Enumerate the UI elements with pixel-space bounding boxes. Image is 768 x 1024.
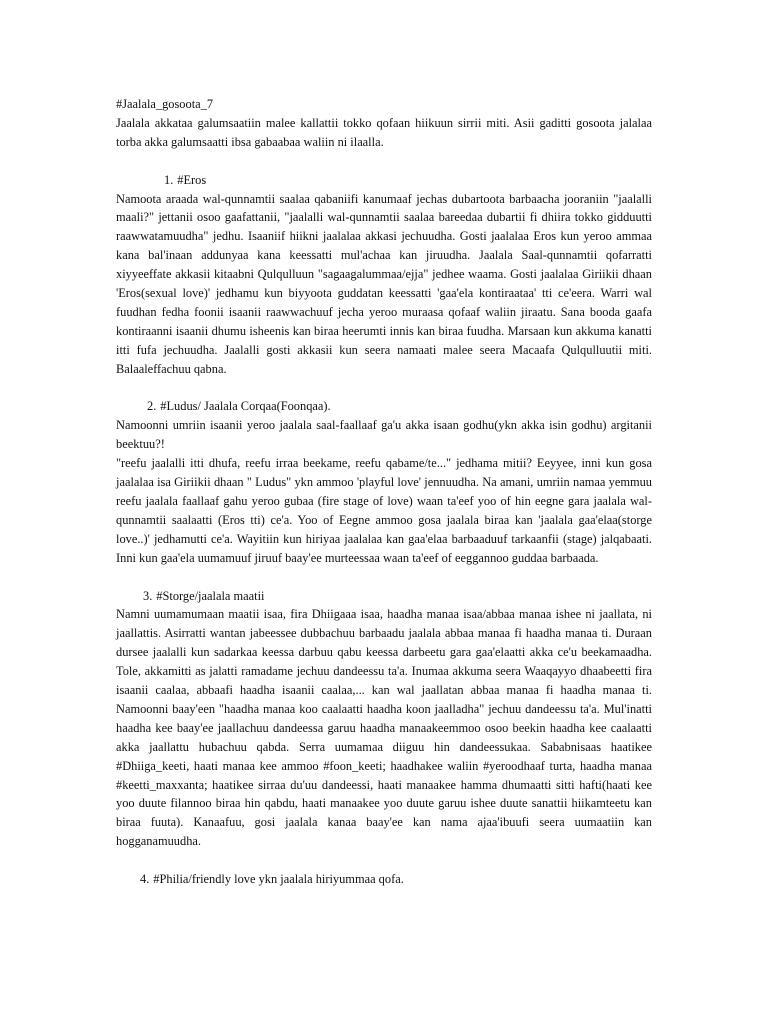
document-hashtag: #Jaalala_gosoota_7 <box>116 97 214 111</box>
section-number: 2. <box>147 399 157 414</box>
section-paragraph: Namoonni umriin isaanii yeroo jaalala saal-faallaaf ga'u akka isaan godhu(ykn akka isin godhu) argitanii beektuu?! <box>116 418 652 452</box>
section-heading <box>116 397 652 416</box>
section-storge <box>116 587 652 852</box>
section-heading <box>116 587 652 606</box>
section-number: 1. <box>164 172 174 187</box>
section-paragraph: Namni uumamumaan maatii isaa, fira Dhiigaaa isaa, haadha manaa isaa/abbaa manaa ishee ni jaallata, ni jaallattis. Asirratti wantan jabeessee dubbachuu barbaadu jaalala abbaa manaa fi haadha manaa ti. Duraan dursee jaalalli kun sadarkaa keessa darbuu qabu keessa darbeetu gara gaa'elaatti akka ce'u beekamaadha. Tole, akkamitti as jalatti ramadame jechuu dandeessu ta'a. Inumaa akkuma seera Waaqayyo dhaabeetti fira isaanii caalaa, abbaafi haadha isaanii caalaa,... kan wal jaallatan abbaa manaa fi haadha manaa ti. Namoonni baay'een "haadha manaa koo caalaatti haadha koon jaalladha" jechuu dandeessu ta'a. Mul'inatti haadha kee baay'ee jaallachuu dandeessa garuu haadha manaakeemmoo osoo beekin haadha kee caalaatti akka jaallattu hubachuu qabda. Serra uumamaa diiguu hin dandeessukaa. Sababnisaas haatikee #Dhiiga_keeti, haati manaa kee ammoo #foon_keeti; haadhakee waliin #yeroodhaaf turta, haadha manaa #keetti_maxxanta; haatikee sirraa du'uu dandeessi, haati manaakee hamma dhumaatti sitti hafti(haati kee yoo duute filannoo biraa hin qabdu, haati manaakee yoo duute garuu ishee duute sanattii hiikamteetu kan biraa fuuta). Kanaafuu, gosi jaalala kanaa baay'ee kan nama ajaa'ibuufi seera uumaatiin kan hogganamuudha. <box>116 607 652 849</box>
section-paragraph: "reefu jaalalli itti dhufa, reefu irraa beekame, reefu qabame/te..." jedhama mitii? Eeyyee, inni kun gosa jaalalaa isa Giriikii dhaan " Ludus" ykn ammoo 'playful love' jennuudha. Na amani, umriin namaa yemmuu reefu jaalala faallaaf gahu yeroo gubaa (fire stage of love) waan ta'eef yoo of hin eegne gara jaalala wal-qunnamtii saalaatti (Eros tti) ce'a. Yoo of Eegne ammoo gosa jaalala biraa kan 'jaalala gaa'elaa(storge love..)' jedhamutti ce'a. Wayitiin kun hiriyaa jaalalaa kan gaa'elaa barbaaduuf tarkaanfii (stage) jalqabaati. Inni kun gaa'ela uumamuuf jiruuf baay'ee murteessaa waan ta'eef of eeggannoo guddaa barbaada. <box>116 456 652 565</box>
section-ludus <box>116 397 652 567</box>
section-title: #Ludus/ Jaalala Corqaa(Foonqaa). <box>160 399 331 414</box>
section-title: #Storge/jaalala maatii <box>156 588 265 603</box>
section-number: 4. <box>140 872 150 887</box>
section-title: #Philia/friendly love ykn jaalala hiriyummaa qofa. <box>153 872 404 887</box>
section-number: 3. <box>143 588 153 603</box>
section-title: #Eros <box>177 172 207 187</box>
section-eros <box>116 171 652 379</box>
section-heading <box>116 171 652 190</box>
section-philia <box>116 870 652 889</box>
document-page <box>116 95 652 889</box>
section-heading <box>116 870 652 889</box>
intro-paragraph: Jaalala akkataa galumsaatiin malee kallattii tokko qofaan hiikuun sirrii miti. Asii gaditti gosoota jalalaa torba akka galumsaatti ibsa gabaabaa waliin ni ilaalla. <box>116 115 652 149</box>
section-paragraph: Namoota araada wal-qunnamtii saalaa qabaniifi kanumaaf jechas dubartoota barbaacha jooraniin "jaalalli maali?" jettanii osoo gaafattanii, "jaalalli wal-qunnamtii saalaa bareedaa dubartii fi dhiira tokko gidduutti raawwatamuudha" jedhu. Isaaniif hiikni jaalalaa akkasi jechuudha. Gosti jaalalaa Eros kun yeroo ammaa kana bal'inaan addunyaa kana keessatti mul'achaa kan jiruudha. Jaalala Saal-qunnamtii qofarratti xiyyeeffate akkasii kitaabni Qulqulluun "sagaagalummaa/ejja" jedhee waama. Gosti jaalalaa Giriikii dhaan 'Eros(sexual love)' jedhamu kun biyyoota guddatan keessatti 'gaa'ela kontiraataa' tti ce'eera. Warri wal fuudhan fedha foonii isaanii raawwachuuf jecha yeroo muraasa qofaaf waliin jiraatu. Sana booda gaafa kontiraanni isaanii dhumu isheenis kan biraa heerumti innis kan biraa fuudha. Marsaan kun akkuma kanatti itti fufa jechuudha. Jaalalli gosti akkasii kun seera namaati malee seera Macaafa Qulqulluutii miti. Balaaleffachuu qabna. <box>116 191 652 376</box>
